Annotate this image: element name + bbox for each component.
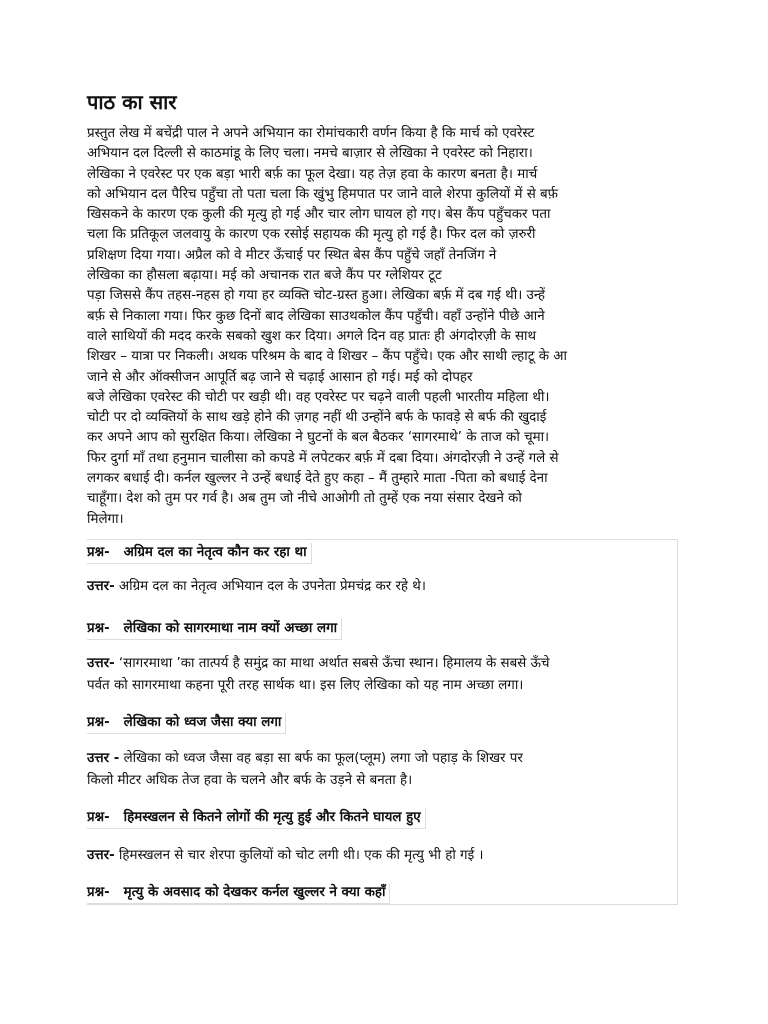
answer-label: उत्तर-	[87, 656, 115, 671]
page-title: पाठ का सार	[87, 90, 177, 114]
summary-line: लेखिका ने एवरेस्ट पर एक बड़ा भारी बर्फ़ का फूल देखा। यह तेज़ हवा के कारण बनता है। मार्च	[87, 166, 538, 182]
summary-line: मिलेगा।	[87, 511, 124, 527]
answer-label: उत्तर -	[87, 751, 120, 766]
summary-line: चाहूँगा। देश को तुम पर गर्व है। अब तुम जो नीचे आओगी तो तुम्हें एक नया संसार देखने को	[87, 491, 522, 507]
answer-line: किलो मीटर अधिक तेज हवा के चलने और बर्फ के उड़ने से बनता है।	[87, 773, 413, 788]
question-text: लेखिका को सागरमाथा नाम क्यों अच्छा लगा	[123, 621, 338, 636]
summary-line: शिखर – यात्रा पर निकली। अथक परिश्रम के बाद वे शिखर – कैंप पहुँचे। एक और साथी ल्हाटू के आ	[87, 349, 567, 365]
question-box	[87, 543, 312, 564]
summary-line: अभियान दल दिल्ली से काठमांडू के लिए चला। नमचे बाज़ार से लेखिका ने एवरेस्ट को निहारा।	[87, 146, 533, 162]
answer-line: पर्वत को सागरमाथा कहना पूरी तरह सार्थक था। इस लिए लेखिका को यह नाम अच्छा लगा।	[87, 678, 524, 693]
question-text: लेखिका को ध्वज जैसा क्या लगा	[123, 715, 282, 730]
summary-line: प्रस्तुत लेख में बचेंद्री पाल ने अपने अभियान का रोमांचकारी वर्णन किया है कि मार्च को एवरेस्ट	[87, 126, 535, 141]
answer-3	[87, 748, 672, 792]
answer-2	[87, 653, 672, 697]
question-box	[87, 619, 342, 640]
summary-line: पड़ा जिससे कैंप तहस-नहस हो गया हर व्यक्ति चोट-ग्रस्त हुआ। लेखिका बर्फ़ में दब गई थी। उन्हें	[87, 288, 545, 304]
question-2	[87, 619, 342, 640]
question-box	[87, 883, 390, 904]
question-4	[87, 808, 426, 829]
summary-line: जाने से और ऑक्सीजन आपूर्ति बढ़ जाने से चढ़ाई आसान हो गई। मई को दोपहर	[87, 369, 473, 385]
answer-1	[87, 576, 672, 598]
summary-line: को अभियान दल पैरिच पहुँचा तो पता चला कि खुंभु हिमपात पर जाने वाले शेरपा कुलियों में से बर्फ़	[87, 186, 559, 202]
summary-line: वाले साथियों की मदद करके सबको खुश कर दिया। अगले दिन वह प्रातः ही अंगदोरज़ी के साथ	[87, 328, 537, 344]
question-box	[87, 808, 426, 829]
summary-line: लेखिका का हौसला बढ़ाया। मई को अचानक रात बजे कैंप पर ग्लेशियर टूट	[87, 268, 442, 284]
answer-line: अग्रिम दल का नेतृत्व अभियान दल के उपनेता प्रेमचंद्र कर रहे थे।	[118, 579, 426, 594]
question-1	[87, 543, 312, 564]
summary-line: फिर दुर्गा माँ तथा हनुमान चालीसा को कपडे में लपेटकर बर्फ़ में दबा दिया। अंगदोरज़ी ने उन्हें गले से	[87, 450, 559, 466]
answer-label: उत्तर-	[87, 579, 115, 594]
question-3	[87, 713, 286, 734]
summary-line: चला कि प्रतिकूल जलवायु के कारण एक रसोई सहायक की मृत्यु हो गई है। फिर दल को ज़रुरी	[87, 227, 536, 243]
question-5	[87, 883, 390, 904]
question-text: मृत्यु के अवसाद को देखकर कर्नल खुल्लर ने क्या कहाँ	[123, 885, 386, 900]
question-label: प्रश्न-	[87, 885, 110, 900]
summary-line: बजे लेखिका एवरेस्ट की चोटी पर खड़ी थी। वह एवरेस्ट पर चढ़ने वाली पहली भारतीय महिला थी।	[87, 389, 550, 405]
question-label: प्रश्न-	[87, 810, 110, 825]
answer-label: उत्तर-	[87, 848, 115, 863]
summary-line: प्रशिक्षण दिया गया। अप्रैल को वे मीटर ऊँचाई पर स्थित बेस कैंप पहुँचे जहाँ तेनजिंग ने	[87, 247, 497, 263]
summary-line: चोटी पर दो व्यक्तियों के साथ खड़े होने की ज़गह नहीं थी उन्होंने बर्फ के फावड़े से बर्फ की खुदाई	[87, 410, 547, 426]
answer-4	[87, 845, 672, 867]
answer-line: हिमस्खलन से चार शेरपा कुलियों को चोट लगी थी। एक की मृत्यु भी हो गई ।	[118, 848, 484, 863]
question-box	[87, 713, 286, 734]
summary-line: खिसकने के कारण एक कुली की मृत्यु हो गई और चार लोग घायल हो गए। बेस कैंप पहुँचकर पता	[87, 207, 551, 223]
question-text: अग्रिम दल का नेतृत्व कौन कर रहा था	[123, 545, 307, 560]
summary-line: लगकर बधाई दी। कर्नल खुल्लर ने उन्हें बधाई देते हुए कहा – मैं तुम्हारे माता -पिता को बधाई देना	[87, 471, 548, 487]
question-label: प्रश्न-	[87, 715, 110, 730]
question-text: हिमस्खलन से कितने लोगों की मृत्यु हुई और कितने घायल हुए	[123, 810, 421, 825]
answer-line: ‘सागरमाथा ’का तात्पर्य है समुंद्र का माथा अर्थात सबसे ऊँचा स्थान। हिमालय के सबसे ऊँचे	[118, 656, 550, 671]
question-label: प्रश्न-	[87, 621, 110, 636]
summary-paragraph	[87, 124, 677, 530]
summary-line: कर अपने आप को सुरक्षित किया। लेखिका ने घुटनों के बल बैठकर ‘सागरमाथे’ के ताज को चूमा।	[87, 430, 550, 446]
answer-line: लेखिका को ध्वज जैसा वह बड़ा सा बर्फ का फूल(प्लूम) लगा जो पहाड़ के शिखर पर	[123, 751, 523, 766]
summary-line: बर्फ़ से निकाला गया। फिर कुछ दिनों बाद लेखिका साउथकोल कैंप पहुँची। वहाँ उन्होंने पीछे आने	[87, 308, 545, 324]
question-label: प्रश्न-	[87, 545, 110, 560]
